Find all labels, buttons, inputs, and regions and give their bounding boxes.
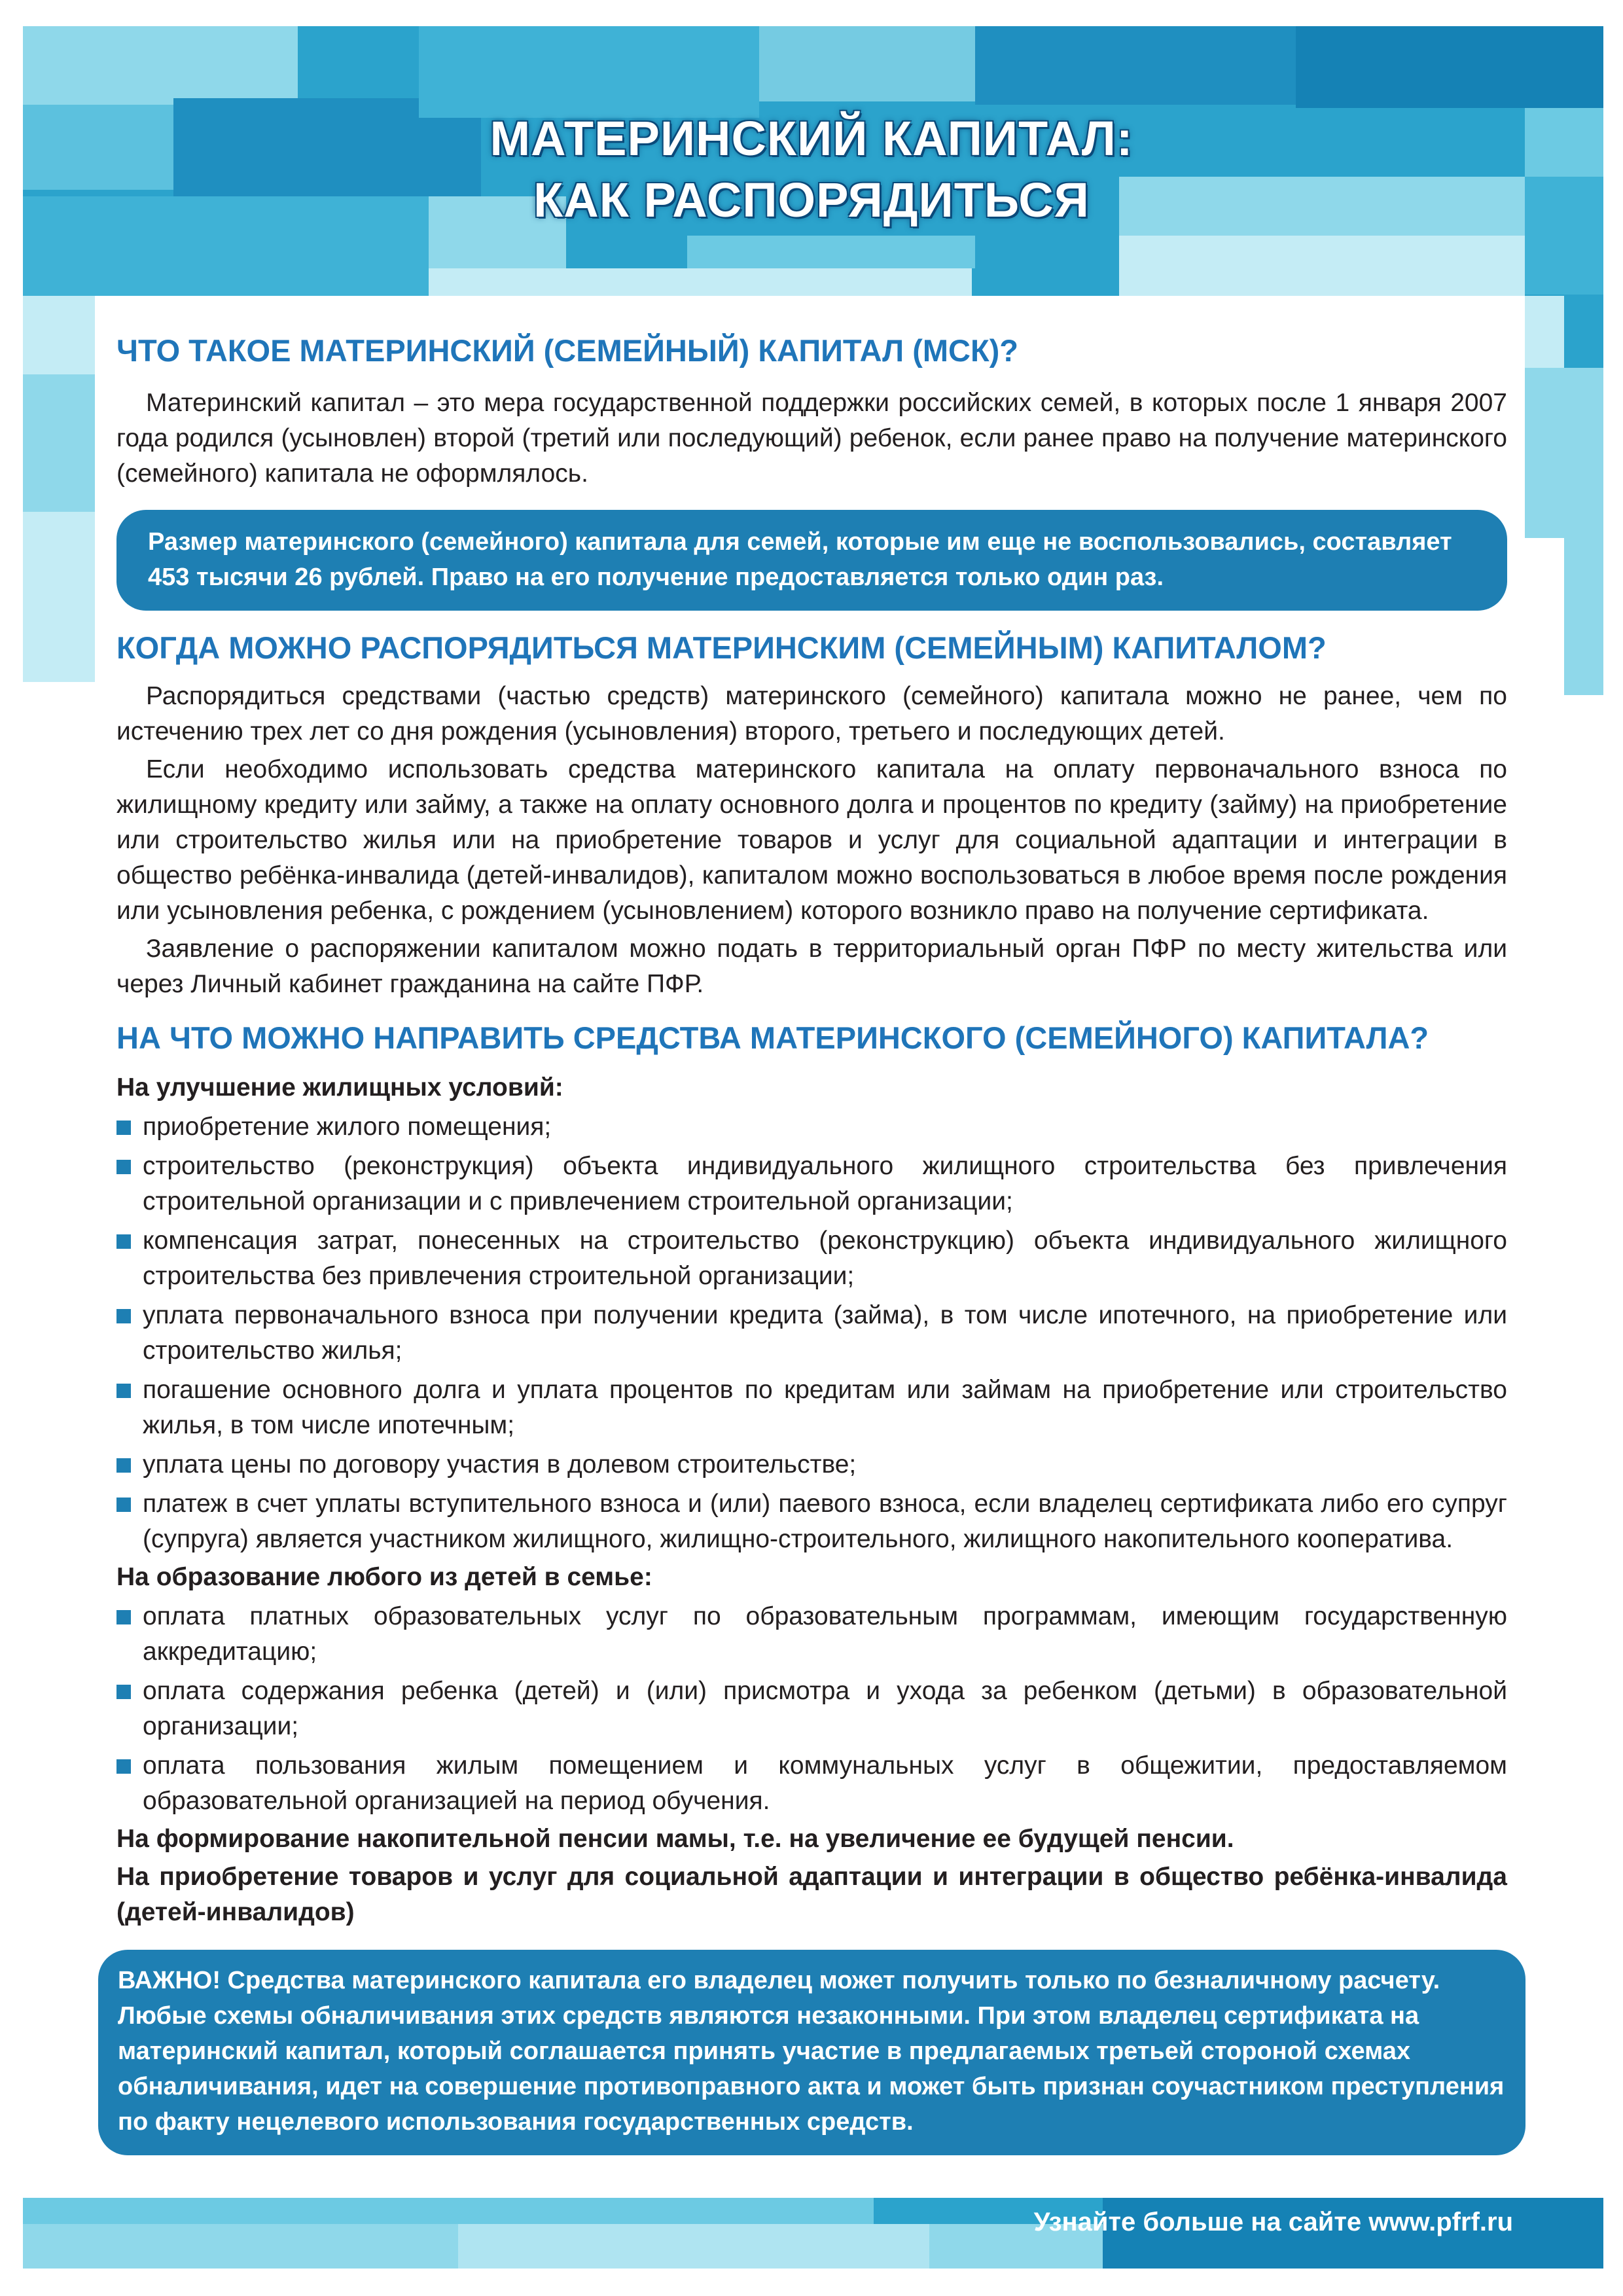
section1-heading: ЧТО ТАКОЕ МАТЕРИНСКИЙ (СЕМЕЙНЫЙ) КАПИТАЛ (МСК)?: [116, 333, 1018, 368]
list-item: платеж в счет уплаты вступительного взноса и (или) паевого взноса, если владелец сертификата либо его супруг (супруга) является участником жилищного, жилищно-строительного, жилищного накопительного кооператива.: [116, 1486, 1507, 1557]
capital-amount-box: Размер материнского (семейного) капитала для семей, которые им еще не воспользовались, составляет 453 тысячи 26 рублей. Право на его получение предоставляется только один раз.: [116, 510, 1507, 611]
square-bullet-icon: [116, 1234, 131, 1249]
section3-heading: НА ЧТО МОЖНО НАПРАВИТЬ СРЕДСТВА МАТЕРИНСКОГО (СЕМЕЙНОГО) КАПИТАЛА?: [116, 1020, 1429, 1055]
main-content: [116, 331, 1507, 2155]
list-item: уплата первоначального взноса при получении кредита (займа), в том числе ипотечного, на приобретение или строительство жилья;: [116, 1298, 1507, 1369]
list-item: погашение основного долга и уплата процентов по кредитам или займам на приобретение или строительство жилья, в том числе ипотечным;: [116, 1372, 1507, 1443]
section2-paragraph-3: Заявление о распоряжении капиталом можно подать в территориальный орган ПФР по месту жительства или через Личный кабинет гражданина на сайте ПФР.: [116, 935, 1507, 998]
disabled-child-title: На приобретение товаров и услуг для социальной адаптации и интеграции в общество ребёнка-инвалида (детей-инвалидов): [116, 1863, 1507, 1926]
section2-paragraph-2: Если необходимо использовать средства материнского капитала на оплату первоначального взноса по жилищному кредиту или займу, а также на оплату основного долга и процентов по кредиту (займу) на приобретение или строительство жилья или на приобретение товаров и услуг для социальной адаптации и интеграции в общество ребёнка-инвалида (детей-инвалидов), капиталом можно воспользоваться в любое время после рождения или усыновления ребенка, с рождением (усыновлением) которого возникло право на получение сертификата.: [116, 755, 1507, 925]
square-bullet-icon: [116, 1160, 131, 1174]
list-item: оплата платных образовательных услуг по образовательным программам, имеющим государственную аккредитацию;: [116, 1599, 1507, 1670]
education-list: [116, 1599, 1507, 1819]
list-item: строительство (реконструкция) объекта индивидуального жилищного строительства без привлечения строительной организации и с привлечением строительной организации;: [116, 1149, 1507, 1219]
square-bullet-icon: [116, 1384, 131, 1398]
list-item: компенсация затрат, понесенных на строительство (реконструкцию) объекта индивидуального жилищного строительства без привлечения строительной организации;: [116, 1223, 1507, 1294]
title-line-1: МАТЕРИНСКИЙ КАПИТАЛ:: [490, 111, 1133, 166]
square-bullet-icon: [116, 1759, 131, 1774]
list-item: оплата пользования жилым помещением и коммунальных услуг в общежитии, предоставляемом образовательной организацией на период обучения.: [116, 1748, 1507, 1819]
square-bullet-icon: [116, 1121, 131, 1135]
warning-box: ВАЖНО! Средства материнского капитала его владелец может получить только по безналичному расчету. Любые схемы обналичивания этих средств являются незаконными. При этом владелец сертификата на материнский капитал, который соглашается принять участие в предлагаемых третьей стороной схемах обналичивания, идет на совершение противоправного акта и может быть признан соучастником преступления по факту нецелевого использования государственных средств.: [98, 1950, 1525, 2155]
list-item: приобретение жилого помещения;: [116, 1109, 1507, 1145]
square-bullet-icon: [116, 1610, 131, 1624]
section2-heading: КОГДА МОЖНО РАСПОРЯДИТЬСЯ МАТЕРИНСКИМ (СЕМЕЙНЫМ) КАПИТАЛОМ?: [116, 630, 1327, 665]
square-bullet-icon: [116, 1309, 131, 1323]
education-title: На образование любого из детей в семье:: [116, 1563, 652, 1591]
square-bullet-icon: [116, 1685, 131, 1699]
list-item: оплата содержания ребенка (детей) и (или) присмотра и ухода за ребенком (детьми) в образовательной организации;: [116, 1674, 1507, 1744]
housing-list: [116, 1109, 1507, 1557]
page-title: [0, 108, 1623, 231]
list-item: уплата цены по договору участия в долевом строительстве;: [116, 1447, 1507, 1482]
housing-title: На улучшение жилищных условий:: [116, 1073, 563, 1102]
pension-title: На формирование накопительной пенсии мамы, т.е. на увеличение ее будущей пенсии.: [116, 1825, 1234, 1853]
title-line-2: КАК РАСПОРЯДИТЬСЯ: [533, 173, 1090, 227]
footer-website-link[interactable]: Узнайте больше на сайте www.pfrf.ru: [1033, 2208, 1513, 2236]
section2-paragraph-1: Распорядиться средствами (частью средств) материнского (семейного) капитала можно не ранее, чем по истечению трех лет со дня рождения (усыновления) второго, третьего и последующих детей.: [116, 682, 1507, 745]
square-bullet-icon: [116, 1458, 131, 1473]
section1-paragraph: Материнский капитал – это мера государственной поддержки российских семей, в которых после 1 января 2007 года родился (усыновлен) второй (третий или последующий) ребенок, если ранее право на получение материнского (семейного) капитала не оформлялось.: [116, 389, 1507, 488]
square-bullet-icon: [116, 1498, 131, 1512]
